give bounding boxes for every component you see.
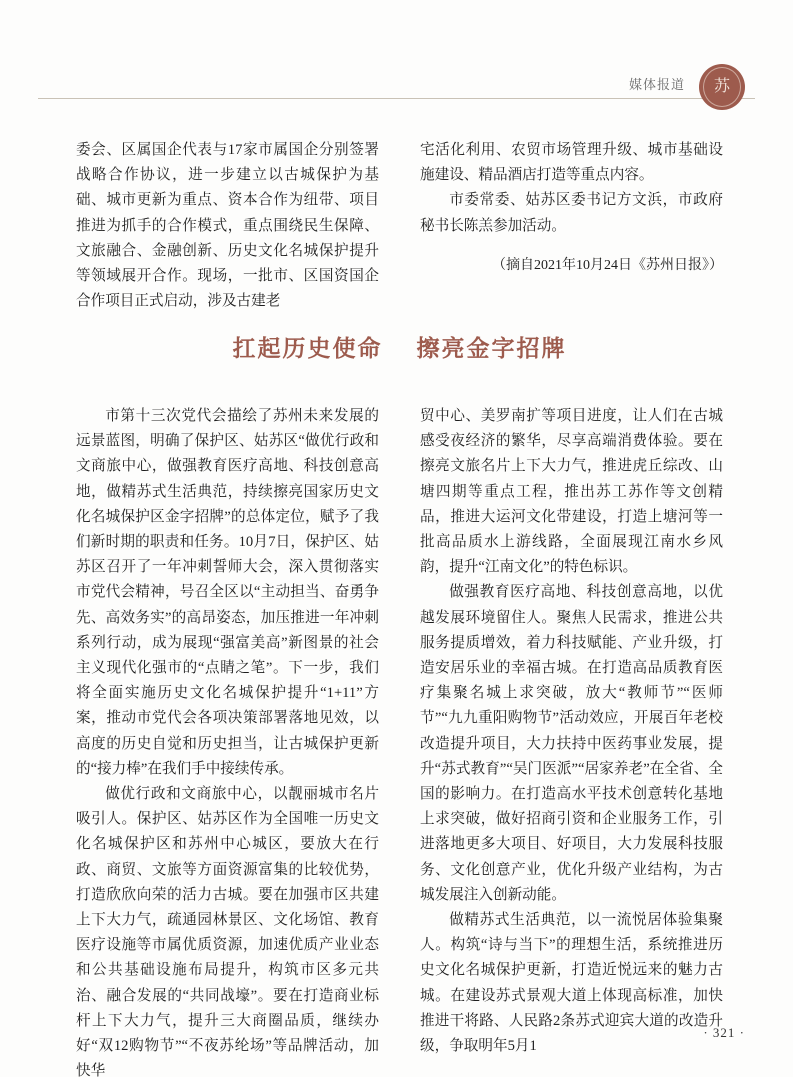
top-article-right-column xyxy=(420,138,723,278)
header-divider xyxy=(38,98,755,99)
seal-character: 苏 xyxy=(703,67,741,107)
article-title xyxy=(76,330,723,363)
top-article-left-column xyxy=(76,138,379,314)
section-label: 媒体报道 xyxy=(628,77,685,92)
paragraph: 贸中心、美罗南扩等项目进度，让人们在古城感受夜经济的繁华，尽享高端消费体验。要在擦亮文旅名片上下大力气，推进虎丘综改、山塘四期等重点工程，推出苏工苏作等文创精品，推进大运河文化带建设，打造上塘河等一批高品质水上游线路，全面展现江南水乡风韵，提升“江南文化”的特色标识。 xyxy=(420,408,723,576)
seal-icon xyxy=(699,64,745,110)
source-attribution: （摘自2021年10月24日《苏州日报》） xyxy=(492,257,723,273)
page-header xyxy=(0,60,793,110)
paragraph: 委会、区属国企代表与17家市属国企分别签署战略合作协议，进一步建立以古城保护为基础、城市更新为重点、资本合作为纽带、项目推进为抓手的合作模式，重点围绕民生保障、文旅融合、金融创新、历史文化名城保护提升等领域展开合作。现场，一批市、区国资国企合作项目正式启动，涉及古建老 xyxy=(76,142,379,310)
article-title-part-2: 擦亮金字招牌 xyxy=(416,336,567,361)
paragraph: 做优行政和文商旅中心，以靓丽城市名片吸引人。保护区、姑苏区作为全国唯一历史文化名城保护区和苏州中心城区，要放大在行政、商贸、文旅等方面资源富集的比较优势，打造欣欣向荣的活力古城。要在加强市区共建上下大力气，疏通园林景区、文化场馆、教育医疗设施等市属优质资源，加速优质产业业态和公共基础设施布局提升，构筑市区多元共治、融合发展的“共同战壕”。要在打造商业标杆上下大力气，提升三大商圈品质，继续办好“双12购物节”“不夜苏纶场”等品牌活动，加快华 xyxy=(76,786,379,1080)
article-right-column xyxy=(420,404,723,1059)
paragraph: 市第十三次党代会描绘了苏州未来发展的远景蓝图，明确了保护区、姑苏区“做优行政和文商旅中心，做强教育医疗高地、科技创意高地，做精苏式生活典范，持续擦亮国家历史文化名城保护区金字招牌”的总体定位，赋予了我们新时期的职责和任务。10月7日，保护区、姑苏区召开了一年冲刺誓师大会，深入贯彻落实市党代会精神，号召全区以“主动担当、奋勇争先、高效务实”的高昂姿态，加压推进一年冲刺系列行动，成为展现“强富美高”新图景的社会主义现代化强市的“点睛之笔”。下一步，我们将全面实施历史文化名城保护提升“1+11”方案，推动市党代会各项决策部署落地见效，以高度的历史自觉和历史担当，让古城保护更新的“接力棒”在我们手中接续传承。 xyxy=(76,408,379,777)
page-number: · 321 · xyxy=(703,1025,745,1040)
paragraph: 市委常委、姑苏区委书记方文浜，市政府秘书长陈羔参加活动。 xyxy=(420,192,723,234)
paragraph: 宅活化利用、农贸市场管理升级、城市基础设施建设、精品酒店打造等重点内容。 xyxy=(420,142,723,184)
article-left-column xyxy=(76,404,379,1084)
article-title-part-1: 扛起历史使命 xyxy=(232,336,383,361)
paragraph: 做强教育医疗高地、科技创意高地，以优越发展环境留住人。聚焦人民需求，推进公共服务提质增效，着力科技赋能、产业升级，打造安居乐业的幸福古城。在打造高品质教育医疗集聚名城上求突破，放大“教师节”“医师节”“九九重阳购物节”活动效应，开展百年老校改造提升项目，大力扶持中医药事业发展，提升“苏式教育”“吴门医派”“居家养老”在全省、全国的影响力。在打造高水平技术创意转化基地上求突破，做好招商引资和企业服务工作，引进落地更多大项目、好项目，大力发展科技服务、文化创意产业，优化升级产业结构，为古城发展注入创新动能。 xyxy=(420,584,723,903)
paragraph: 做精苏式生活典范，以一流悦居体验集聚人。构筑“诗与当下”的理想生活，系统推进历史文化名城保护更新，打造近悦远来的魅力古城。在建设苏式景观大道上体现高标准，加快推进干将路、人民路2条苏式迎宾大道的改造升级，争取明年5月1 xyxy=(420,912,723,1055)
